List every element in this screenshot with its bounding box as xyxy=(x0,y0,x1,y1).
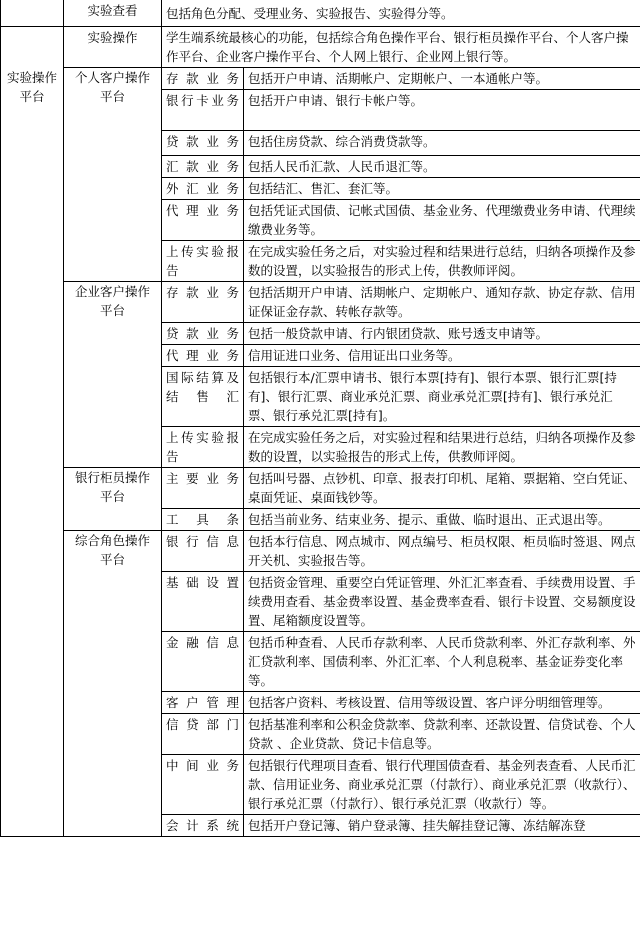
item-name: 上传实验报告 xyxy=(162,427,244,468)
module-desc: 包括角色分配、受理业务、实验报告、实验得分等。 xyxy=(162,0,640,27)
table-row xyxy=(1,531,640,572)
item-name: 汇款业务 xyxy=(162,156,244,178)
table-row xyxy=(1,0,640,27)
item-name: 银行信息 xyxy=(162,531,244,572)
item-name: 中间业务 xyxy=(162,755,244,815)
table-row xyxy=(1,282,640,323)
item-desc: 包括一般贷款申请、行内银团贷款、账号透支申请等。 xyxy=(244,323,640,345)
table-row xyxy=(1,68,640,90)
group-name: 个人客户操作平台 xyxy=(64,68,162,282)
item-desc: 包括当前业务、结束业务、提示、重做、临时退出、正式退出等。 xyxy=(244,509,640,531)
item-name: 代理业务 xyxy=(162,345,244,367)
module-desc: 学生端系统最核心的功能，包括综合角色操作平台、银行柜员操作平台、个人客户操作平台、企业客户操作平台、个人网上银行、企业网上银行等。 xyxy=(162,27,640,68)
item-name: 上传实验报告 xyxy=(162,241,244,282)
item-desc: 包括本行信息、网点城市、网点编号、柜员权限、柜员临时签退、网点开关机、实验报告等。 xyxy=(244,531,640,572)
item-name: 贷款业务 xyxy=(162,323,244,345)
item-desc: 在完成实验任务之后，对实验过程和结果进行总结，归纳各项操作及参数的设置，以实验报告的形式上传，供教师评阅。 xyxy=(244,241,640,282)
item-name: 外汇业务 xyxy=(162,178,244,200)
group-name: 企业客户操作平台 xyxy=(64,282,162,468)
item-name: 工具条 xyxy=(162,509,244,531)
item-desc: 包括住房贷款、综合消费贷款等。 xyxy=(244,131,640,156)
section-label: 实验操作平台 xyxy=(1,68,64,837)
item-name: 信贷部门 xyxy=(162,714,244,755)
item-name: 基础设置 xyxy=(162,572,244,632)
item-desc: 包括资金管理、重要空白凭证管理、外汇汇率查看、手续费用设置、手续费用查看、基金费率设置、基金费率查看、银行卡设置、交易额度设置、尾箱额度设置等。 xyxy=(244,572,640,632)
item-desc: 包括银行代理项目查看、银行代理国债查看、基金列表查看、人民币汇款、信用证业务、商业承兑汇票（付款行）、商业承兑汇票（收款行）、银行承兑汇票（付款行）、银行承兑汇票（收款行）等。 xyxy=(244,755,640,815)
item-desc: 在完成实验任务之后，对实验过程和结果进行总结，归纳各项操作及参数的设置，以实验报告的形式上传，供教师评阅。 xyxy=(244,427,640,468)
item-name: 存款业务 xyxy=(162,68,244,90)
item-name: 金融信息 xyxy=(162,632,244,692)
item-name: 客户管理 xyxy=(162,692,244,714)
item-desc: 包括人民币汇款、人民币退汇等。 xyxy=(244,156,640,178)
item-desc: 包括客户资料、考核设置、信用等级设置、客户评分明细管理等。 xyxy=(244,692,640,714)
item-desc: 包括开户登记簿、销户登录簿、挂失解挂登记簿、冻结解冻登 xyxy=(244,815,640,837)
item-name: 代理业务 xyxy=(162,200,244,241)
group-name: 综合角色操作平台 xyxy=(64,531,162,837)
item-name: 存款业务 xyxy=(162,282,244,323)
item-desc: 包括活期开户申请、活期帐户、定期帐户、通知存款、协定存款、信用证保证金存款、转帐存款等。 xyxy=(244,282,640,323)
table-row xyxy=(1,27,640,68)
item-desc: 信用证进口业务、信用证出口业务等。 xyxy=(244,345,640,367)
table-row xyxy=(1,468,640,509)
item-desc: 包括基准利率和公积金贷款率、贷款利率、还款设置、信贷试卷、个人贷款 、企业贷款、贷记卡信息等。 xyxy=(244,714,640,755)
top-left-cell xyxy=(1,0,64,27)
item-name: 会计系统 xyxy=(162,815,244,837)
item-name: 贷款业务 xyxy=(162,131,244,156)
group-name: 银行柜员操作平台 xyxy=(64,468,162,531)
section-continuation-cell xyxy=(1,27,64,68)
item-desc: 包括叫号器、点钞机、印章、报表打印机、尾箱、票据箱、空白凭证、桌面凭证、桌面钱钞等。 xyxy=(244,468,640,509)
module-name: 实验操作 xyxy=(64,27,162,68)
item-desc: 包括银行本/汇票申请书、银行本票[持有]、银行本票、银行汇票[持有]、银行汇票、商业承兑汇票、商业承兑汇票[持有]、银行承兑汇票、银行承兑汇票[持有]。 xyxy=(244,367,640,427)
item-name: 银行卡业务 xyxy=(162,90,244,131)
item-name: 国际结算及结售汇 xyxy=(162,367,244,427)
item-desc: 包括开户申请、银行卡帐户等。 xyxy=(244,90,640,131)
item-desc: 包括币种查看、人民币存款利率、人民币贷款利率、外汇存款利率、外汇贷款利率、国债利率、外汇汇率、个人利息税率、基金证券变化率等。 xyxy=(244,632,640,692)
module-name: 实验查看 xyxy=(64,0,162,27)
item-name: 主要业务 xyxy=(162,468,244,509)
item-desc: 包括凭证式国债、记帐式国债、基金业务、代理缴费业务申请、代理续缴费业务等。 xyxy=(244,200,640,241)
item-desc: 包括开户申请、活期帐户、定期帐户、一本通帐户等。 xyxy=(244,68,640,90)
item-desc: 包括结汇、售汇、套汇等。 xyxy=(244,178,640,200)
